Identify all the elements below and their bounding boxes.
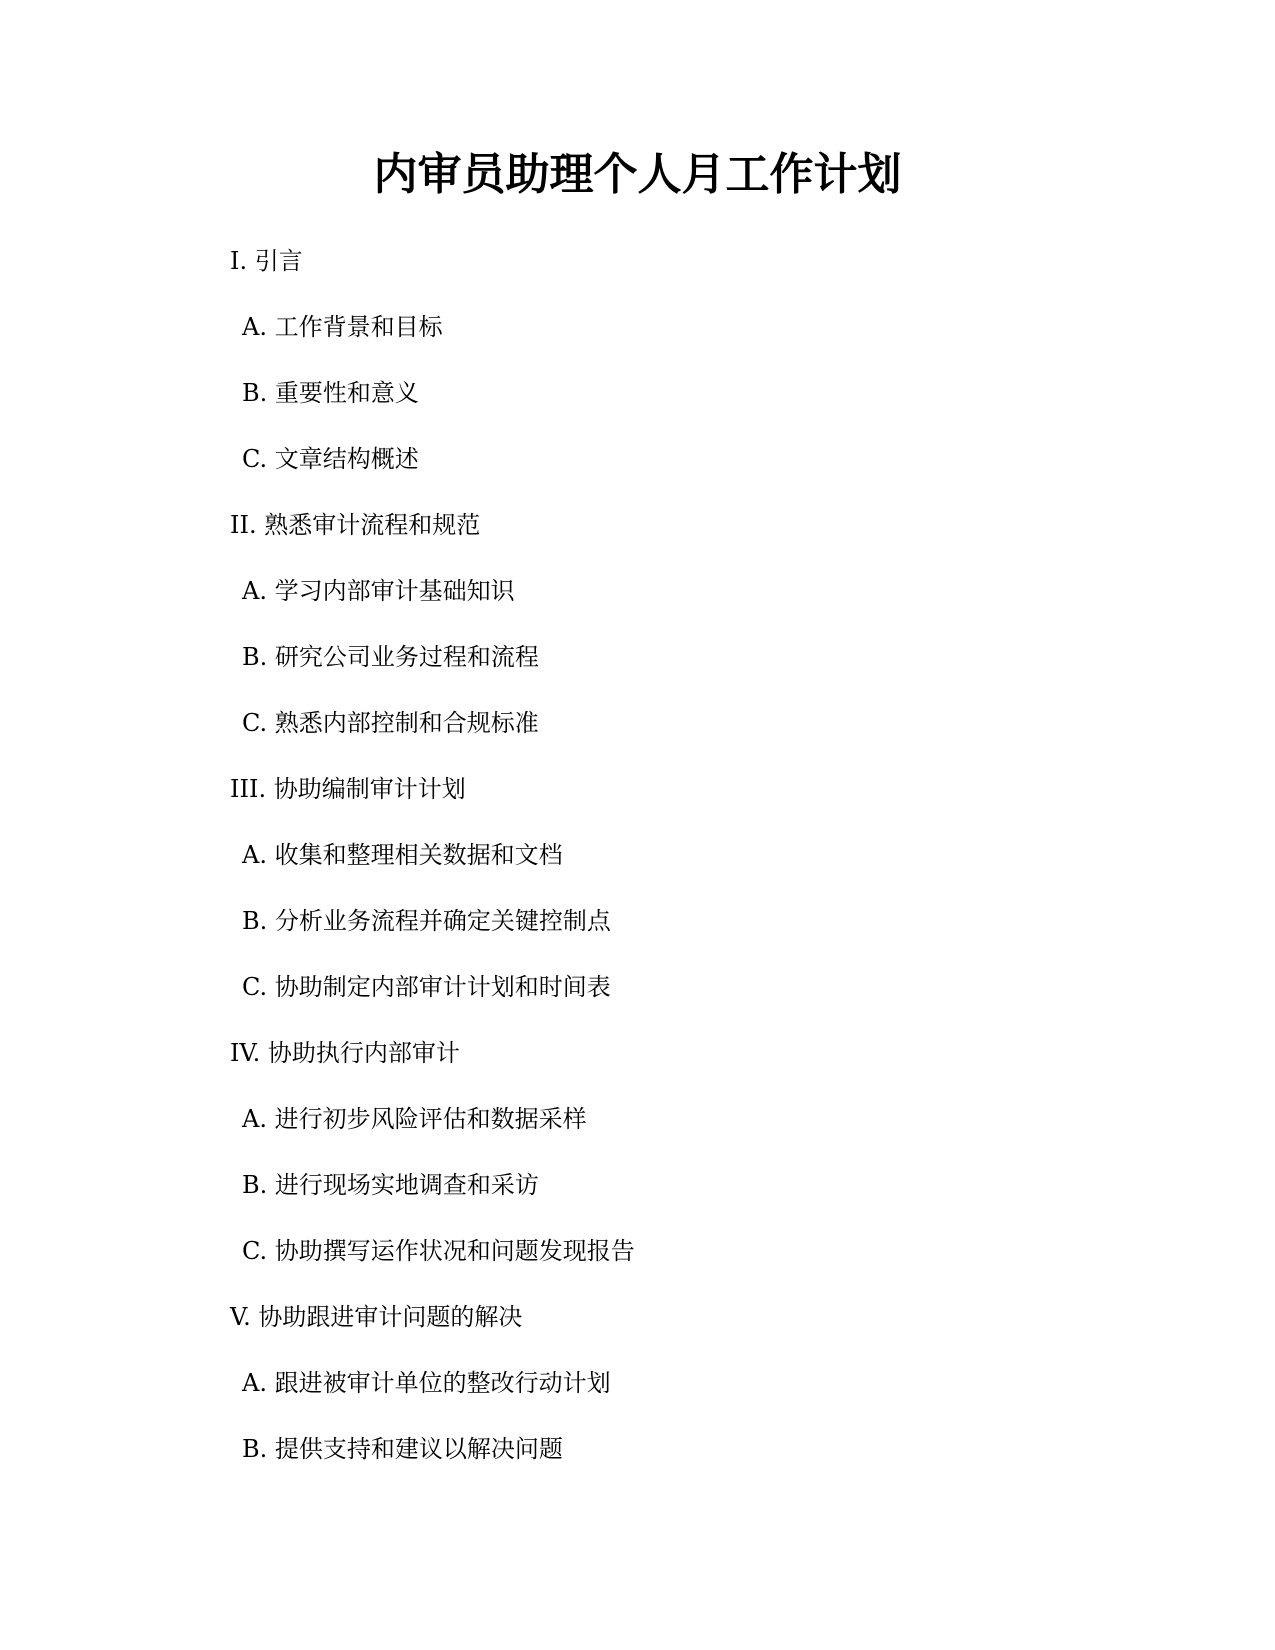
outline-section-heading: II. 熟悉审计流程和规范	[230, 511, 481, 539]
outline-subitem: C. 文章结构概述	[242, 445, 419, 473]
outline-subitem: B. 研究公司业务过程和流程	[242, 643, 539, 671]
document-title: 内审员助理个人月工作计划	[373, 149, 902, 200]
outline-subitem: B. 进行现场实地调查和采访	[242, 1171, 539, 1199]
outline-subitem: B. 分析业务流程并确定关键控制点	[242, 907, 611, 935]
outline-list	[230, 246, 1130, 1500]
outline-subitem: C. 协助制定内部审计计划和时间表	[242, 973, 611, 1001]
outline-subitem: A. 学习内部审计基础知识	[242, 577, 515, 605]
outline-subitem: C. 协助撰写运作状况和问题发现报告	[242, 1237, 635, 1265]
outline-section-heading: I. 引言	[230, 247, 303, 275]
outline-section-heading: IV. 协助执行内部审计	[230, 1039, 460, 1067]
outline-subitem: A. 收集和整理相关数据和文档	[242, 841, 563, 869]
outline-section-heading: V. 协助跟进审计问题的解决	[230, 1303, 523, 1331]
outline-subitem: B. 提供支持和建议以解决问题	[242, 1435, 563, 1463]
outline-subitem: A. 工作背景和目标	[242, 313, 443, 341]
outline-subitem: A. 进行初步风险评估和数据采样	[242, 1105, 587, 1133]
outline-subitem: B. 重要性和意义	[242, 379, 419, 407]
outline-section-heading: III. 协助编制审计计划	[230, 775, 466, 803]
outline-subitem: A. 跟进被审计单位的整改行动计划	[242, 1369, 611, 1397]
outline-subitem: C. 熟悉内部控制和合规标准	[242, 709, 539, 737]
